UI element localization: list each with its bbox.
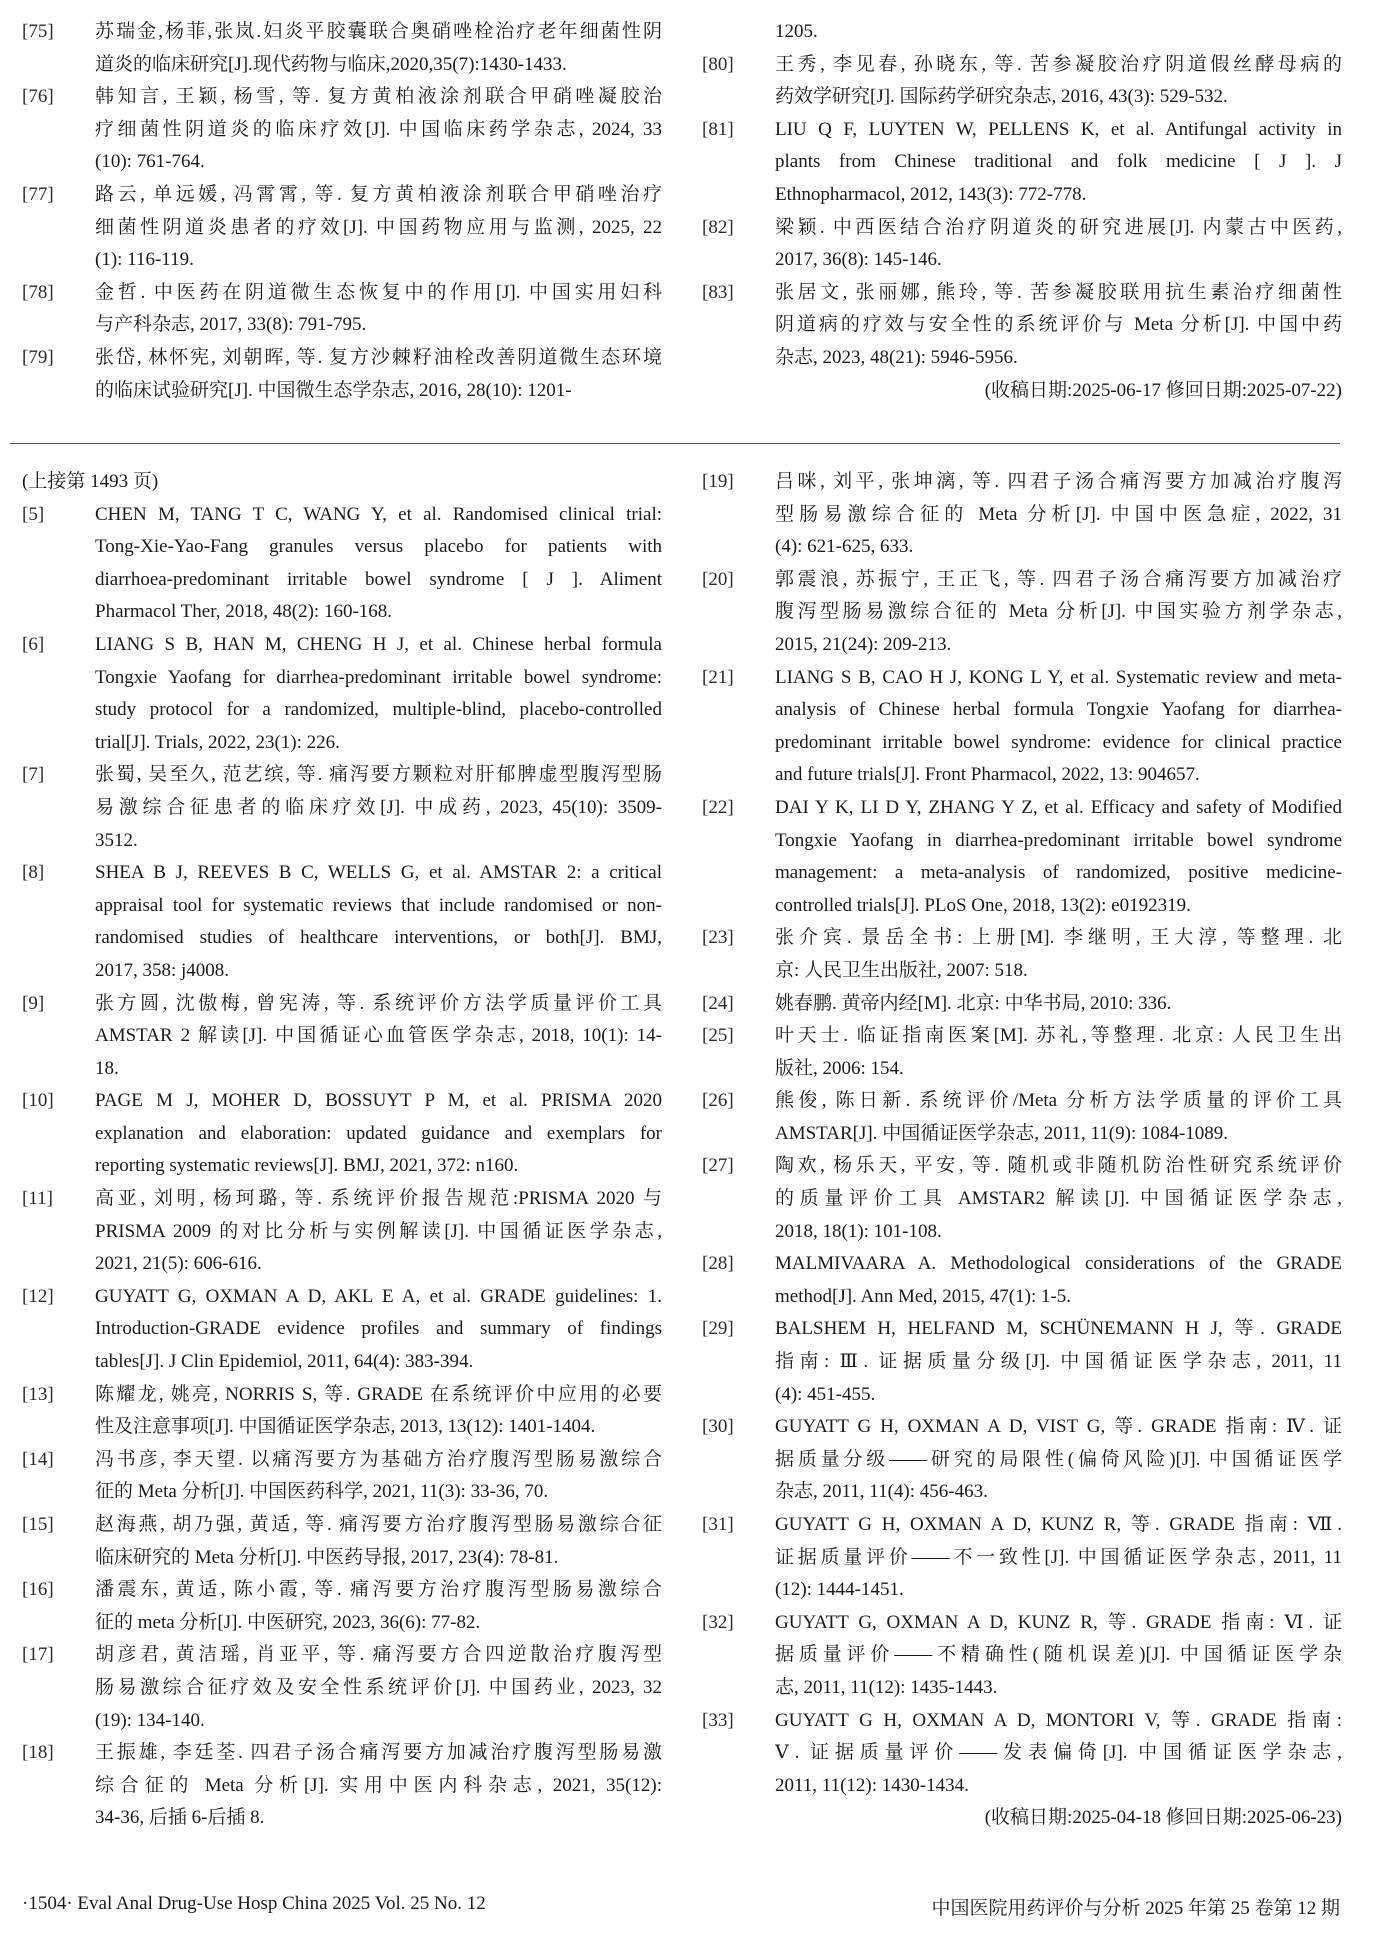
reference-entry bbox=[702, 922, 1342, 987]
reference-line: 指南: Ⅲ. 证据质量分级[J]. 中国循证医学杂志, 2011, 11 bbox=[775, 1351, 1342, 1373]
reference-line: 陈耀龙, 姚亮, NORRIS S, 等. GRADE 在系统评价中应用的必要 bbox=[95, 1383, 662, 1405]
reference-line: 2018, 18(1): 101-108. bbox=[775, 1220, 942, 1242]
continued-from-page-label: (上接第 1493 页) bbox=[22, 471, 159, 492]
reference-line: 王秀, 李见春, 孙晓东, 等. 苦参凝胶治疗阴道假丝酵母病的 bbox=[775, 53, 1342, 75]
reference-number: [11] bbox=[22, 1188, 53, 1210]
reference-number: [78] bbox=[22, 281, 54, 303]
reference-number: [18] bbox=[22, 1742, 54, 1764]
reference-line: 性及注意事项[J]. 中国循证医学杂志, 2013, 13(12): 1401-1404. bbox=[95, 1416, 596, 1438]
reference-line: 志, 2011, 11(12): 1435-1443. bbox=[775, 1676, 998, 1698]
reference-line: 苏瑞金,杨菲,张岚.妇炎平胶囊联合奥硝唑栓治疗老年细菌性阴 bbox=[95, 21, 662, 42]
reference-entry bbox=[702, 1085, 1342, 1150]
reference-line: 高亚, 刘明, 杨珂璐, 等. 系统评价报告规范:PRISMA 2020 与 bbox=[95, 1188, 662, 1210]
reference-line: controlled trials[J]. PLoS One, 2018, 13(2): e0192319. bbox=[775, 894, 1191, 916]
reference-entry bbox=[22, 1183, 662, 1281]
reference-line: 细菌性阴道炎患者的疗效[J]. 中国药物应用与监测, 2025, 22 bbox=[95, 216, 662, 238]
reference-number: [6] bbox=[22, 633, 45, 655]
reference-line: MALMIVAARA A. Methodological considerations of the GRADE bbox=[775, 1253, 1342, 1275]
reference-number: [29] bbox=[702, 1318, 734, 1340]
reference-line: CHEN M, TANG T C, WANG Y, et al. Randomised clinical trial: bbox=[95, 503, 662, 525]
reference-line: 张方圆, 沈傲梅, 曾宪涛, 等. 系统评价方法学质量评价工具 bbox=[95, 992, 662, 1014]
reference-line: Tongxie Yaofang in diarrhea-predominant irritable bowel syndrome bbox=[775, 829, 1342, 851]
reference-line: 据质量分级——研究的局限性(偏倚风险)[J]. 中国循证医学 bbox=[775, 1448, 1342, 1470]
reference-entry bbox=[22, 499, 662, 629]
reference-entry bbox=[22, 1085, 662, 1183]
reference-number: [22] bbox=[702, 796, 734, 818]
reference-entry bbox=[702, 1248, 1342, 1313]
reference-entry bbox=[22, 1574, 662, 1639]
reference-entry bbox=[702, 1509, 1342, 1607]
reference-line: 杂志, 2011, 11(4): 456-463. bbox=[775, 1481, 988, 1503]
reference-line: 证据质量评价——不一致性[J]. 中国循证医学杂志, 2011, 11 bbox=[775, 1546, 1342, 1568]
reference-line: 2017, 36(8): 145-146. bbox=[775, 249, 942, 271]
reference-line: 王振雄, 李廷荃. 四君子汤合痛泻要方加减治疗腹泻型肠易激 bbox=[95, 1742, 662, 1764]
footer-journal-citation: ·1504· Eval Anal Drug-Use Hosp China 2025 Vol. 25 No. 12 bbox=[22, 1893, 486, 1914]
reference-number: [25] bbox=[702, 1025, 734, 1047]
reference-line: 梁颖. 中西医结合治疗阴道炎的研究进展[J]. 内蒙古中医药, bbox=[775, 216, 1342, 238]
reference-entry bbox=[22, 81, 662, 179]
reference-number: [27] bbox=[702, 1155, 734, 1177]
reference-line: 姚春鹏. 黄帝内经[M]. 北京: 中华书局, 2010: 336. bbox=[775, 992, 1172, 1014]
reference-number: [21] bbox=[702, 666, 734, 688]
reference-line: Introduction-GRADE evidence profiles and summary of findings bbox=[95, 1318, 662, 1340]
reference-line: study protocol for a randomized, multiple-blind, placebo-controlled bbox=[95, 699, 662, 721]
reference-entry bbox=[702, 662, 1342, 792]
reference-number: [79] bbox=[22, 346, 54, 368]
reference-line: 疗细菌性阴道炎的临床疗效[J]. 中国临床药学杂志, 2024, 33 bbox=[95, 118, 662, 140]
reference-line: 腹泻型肠易激综合征的 Meta 分析[J]. 中国实验方剂学杂志, bbox=[775, 601, 1342, 623]
reference-line: 2015, 21(24): 209-213. bbox=[775, 633, 952, 655]
reference-line: 版社, 2006: 154. bbox=[775, 1057, 904, 1079]
reference-entry bbox=[702, 988, 1342, 1021]
reference-entry bbox=[702, 1020, 1342, 1085]
reference-line: 3512. bbox=[95, 829, 138, 851]
reference-line: 据质量评价——不精确性(随机误差)[J]. 中国循证医学杂 bbox=[775, 1644, 1342, 1666]
reference-line: GUYATT G H, OXMAN A D, KUNZ R, 等. GRADE 指南: Ⅶ. bbox=[775, 1514, 1342, 1535]
reference-line: LIANG S B, CAO H J, KONG L Y, et al. Systematic review and meta- bbox=[775, 666, 1342, 688]
reference-number: [24] bbox=[702, 992, 734, 1014]
reference-number: [80] bbox=[702, 53, 734, 75]
reference-entry bbox=[22, 1281, 662, 1379]
reference-line: reporting systematic reviews[J]. BMJ, 2021, 372: n160. bbox=[95, 1155, 519, 1177]
reference-line: 韩知言, 王颖, 杨雪, 等. 复方黄柏液涂剂联合甲硝唑凝胶治 bbox=[95, 86, 662, 108]
reference-entry bbox=[702, 49, 1342, 114]
reference-entry bbox=[702, 1313, 1342, 1411]
reference-number: [77] bbox=[22, 183, 54, 205]
reference-line: 张岱, 林怀宪, 刘朝晖, 等. 复方沙棘籽油栓改善阴道微生态环境 bbox=[95, 346, 662, 368]
reference-line: 赵海燕, 胡乃强, 黄适, 等. 痛泻要方治疗腹泻型肠易激综合征 bbox=[95, 1514, 662, 1535]
reference-number: [30] bbox=[702, 1416, 734, 1438]
reference-entry bbox=[702, 1411, 1342, 1509]
reference-line: diarrhoea-predominant irritable bowel syndrome [ J ]. Aliment bbox=[95, 568, 662, 590]
footer-journal-title: 中国医院用药评价与分析 2025 年第 25 卷第 12 期 bbox=[931, 1898, 1340, 1919]
reference-line: Tongxie Yaofang for diarrhea-predominant irritable bowel syndrome: bbox=[95, 666, 662, 688]
reference-line: (1): 116-119. bbox=[95, 249, 194, 271]
reference-line: 肠易激综合征疗效及安全性系统评价[J]. 中国药业, 2023, 32 bbox=[95, 1676, 662, 1698]
reference-line: 张居文, 张丽娜, 熊玲, 等. 苦参凝胶联用抗生素治疗细菌性 bbox=[775, 281, 1342, 303]
reference-number: [23] bbox=[702, 927, 734, 949]
reference-line: (4): 621-625, 633. bbox=[775, 536, 914, 558]
reference-number: [31] bbox=[702, 1514, 734, 1535]
reference-number: [19] bbox=[702, 471, 734, 492]
reference-line: 潘震东, 黄适, 陈小霞, 等. 痛泻要方治疗腹泻型肠易激综合 bbox=[95, 1579, 662, 1601]
reference-line: GUYATT G, OXMAN A D, KUNZ R, 等. GRADE 指南: Ⅵ. 证 bbox=[775, 1611, 1342, 1633]
reference-line: 34-36, 后插 6-后插 8. bbox=[95, 1807, 265, 1829]
reference-entry bbox=[702, 114, 1342, 212]
reference-entry bbox=[702, 212, 1342, 277]
reference-line: 2011, 11(12): 1430-1434. bbox=[775, 1774, 969, 1796]
reference-line: 2021, 21(5): 606-616. bbox=[95, 1253, 262, 1275]
section-divider bbox=[10, 443, 1340, 444]
reference-number: [16] bbox=[22, 1579, 54, 1601]
reference-line: 金哲. 中医药在阴道微生态恢复中的作用[J]. 中国实用妇科 bbox=[95, 281, 662, 303]
reference-entry bbox=[702, 1607, 1342, 1705]
reference-line: 药效学研究[J]. 国际药学研究杂志, 2016, 43(3): 529-532. bbox=[775, 86, 1228, 108]
reference-line: PAGE M J, MOHER D, BOSSUYT P M, et al. PRISMA 2020 bbox=[95, 1090, 662, 1112]
reference-line: 熊俊, 陈日新. 系统评价/Meta 分析方法学质量的评价工具 bbox=[775, 1090, 1342, 1112]
reference-line: 吕咪, 刘平, 张坤漓, 等. 四君子汤合痛泻要方加减治疗腹泻 bbox=[775, 471, 1342, 492]
reference-line: 冯书彦, 李天望. 以痛泻要方为基础方治疗腹泻型肠易激综合 bbox=[95, 1448, 662, 1470]
reference-line: 征的 Meta 分析[J]. 中国医药科学, 2021, 11(3): 33-36, 70. bbox=[95, 1481, 549, 1503]
reference-number: [75] bbox=[22, 21, 54, 42]
reference-entry bbox=[702, 792, 1342, 922]
reference-number: [12] bbox=[22, 1285, 54, 1307]
reference-line: 型肠易激综合征的 Meta 分析[J]. 中国中医急症, 2022, 31 bbox=[775, 503, 1342, 525]
reference-line: DAI Y K, LI D Y, ZHANG Y Z, et al. Efficacy and safety of Modified bbox=[775, 796, 1342, 818]
reference-line: predominant irritable bowel syndrome: evidence for clinical practice bbox=[775, 731, 1342, 753]
reference-entry bbox=[702, 564, 1342, 662]
reference-line: tables[J]. J Clin Epidemiol, 2011, 64(4): 383-394. bbox=[95, 1351, 474, 1373]
bottom-left-reference-column bbox=[22, 466, 662, 1835]
reference-entry bbox=[22, 1509, 662, 1574]
reference-line: LIU Q F, LUYTEN W, PELLENS K, et al. Antifungal activity in bbox=[775, 118, 1342, 140]
reference-line: Ethnopharmacol, 2012, 143(3): 772-778. bbox=[775, 183, 1087, 205]
reference-line: method[J]. Ann Med, 2015, 47(1): 1-5. bbox=[775, 1285, 1072, 1307]
reference-entry bbox=[702, 466, 1342, 564]
reference-entry bbox=[22, 179, 662, 277]
reference-line: 道炎的临床研究[J].现代药物与临床,2020,35(7):1430-1433. bbox=[95, 53, 567, 75]
reference-number: [17] bbox=[22, 1644, 54, 1666]
reference-number: [28] bbox=[702, 1253, 734, 1275]
reference-number: [10] bbox=[22, 1090, 54, 1112]
top-left-reference-column bbox=[22, 16, 662, 407]
reference-line: (12): 1444-1451. bbox=[775, 1579, 904, 1601]
reference-number: [81] bbox=[702, 118, 734, 140]
reference-line: 京: 人民卫生出版社, 2007: 518. bbox=[775, 959, 1028, 981]
reference-entry bbox=[22, 1444, 662, 1509]
reference-number: [9] bbox=[22, 992, 45, 1014]
reference-line: 的质量评价工具 AMSTAR2 解读[J]. 中国循证医学杂志, bbox=[775, 1188, 1342, 1210]
reference-line: 与产科杂志, 2017, 33(8): 791-795. bbox=[95, 314, 367, 336]
reference-number: [7] bbox=[22, 764, 45, 786]
reference-line: BALSHEM H, HELFAND M, SCHÜNEMANN H J, 等. GRADE bbox=[775, 1318, 1342, 1340]
reference-line: GUYATT G H, OXMAN A D, VIST G, 等. GRADE 指南: Ⅳ. 证 bbox=[775, 1416, 1342, 1438]
reference-line: LIANG S B, HAN M, CHENG H J, et al. Chinese herbal formula bbox=[95, 633, 662, 655]
reference-line: PRISMA 2009 的对比分析与实例解读[J]. 中国循证医学杂志, bbox=[95, 1220, 662, 1242]
reference-line: randomised studies of healthcare interventions, or both[J]. BMJ, bbox=[95, 927, 662, 949]
reference-line: GUYATT G, OXMAN A D, AKL E A, et al. GRADE guidelines: 1. bbox=[95, 1285, 662, 1307]
reference-line: AMSTAR 2 解读[J]. 中国循证心血管医学杂志, 2018, 10(1): 14- bbox=[95, 1025, 662, 1047]
reference-entry bbox=[22, 857, 662, 987]
reference-entry bbox=[22, 1737, 662, 1835]
reference-line: 郭震浪, 苏振宁, 王正飞, 等. 四君子汤合痛泻要方加减治疗 bbox=[775, 568, 1342, 590]
reference-entry bbox=[22, 988, 662, 1086]
reference-number: [76] bbox=[22, 86, 54, 108]
reference-number: [14] bbox=[22, 1448, 54, 1470]
received-revised-dates: (收稿日期:2025-04-18 修回日期:2025-06-23) bbox=[984, 1807, 1342, 1829]
reference-number: [8] bbox=[22, 862, 45, 884]
reference-entry bbox=[702, 1150, 1342, 1248]
top-right-reference-column bbox=[702, 16, 1342, 407]
reference-entry bbox=[22, 1639, 662, 1737]
continued-reference-text: 1205. bbox=[775, 21, 818, 42]
reference-line: Pharmacol Ther, 2018, 48(2): 160-168. bbox=[95, 601, 393, 623]
reference-line: Ⅴ. 证据质量评价——发表偏倚[J]. 中国循证医学杂志, bbox=[775, 1742, 1342, 1764]
reference-line: AMSTAR[J]. 中国循证医学杂志, 2011, 11(9): 1084-1089. bbox=[775, 1122, 1229, 1144]
reference-number: [83] bbox=[702, 281, 734, 303]
reference-number: [5] bbox=[22, 503, 45, 525]
reference-line: 张蜀, 吴至久, 范艺缤, 等. 痛泻要方颗粒对肝郁脾虚型腹泻型肠 bbox=[95, 764, 662, 786]
reference-entry bbox=[702, 277, 1342, 375]
reference-line: 的临床试验研究[J]. 中国微生态学杂志, 2016, 28(10): 1201- bbox=[95, 379, 572, 401]
reference-line: (4): 451-455. bbox=[775, 1383, 876, 1405]
reference-entry bbox=[702, 1705, 1342, 1803]
reference-line: Tong-Xie-Yao-Fang granules versus placebo for patients with bbox=[95, 536, 662, 558]
reference-line: 胡彦君, 黄洁瑶, 肖亚平, 等. 痛泻要方合四逆散治疗腹泻型 bbox=[95, 1644, 662, 1666]
reference-entry bbox=[22, 759, 662, 857]
reference-line: SHEA B J, REEVES B C, WELLS G, et al. AMSTAR 2: a critical bbox=[95, 862, 662, 884]
reference-line: plants from Chinese traditional and folk medicine [ J ]. J bbox=[775, 151, 1342, 173]
reference-line: analysis of Chinese herbal formula Tongxie Yaofang for diarrhea- bbox=[775, 699, 1342, 721]
reference-number: [15] bbox=[22, 1514, 54, 1535]
reference-line: 临床研究的 Meta 分析[J]. 中医药导报, 2017, 23(4): 78-81. bbox=[95, 1546, 559, 1568]
reference-line: (19): 134-140. bbox=[95, 1709, 205, 1731]
reference-number: [33] bbox=[702, 1709, 734, 1731]
reference-entry bbox=[22, 16, 662, 81]
reference-line: 阴道病的疗效与安全性的系统评价与 Meta 分析[J]. 中国中药 bbox=[775, 314, 1342, 336]
reference-line: and future trials[J]. Front Pharmacol, 2022, 13: 904657. bbox=[775, 764, 1200, 786]
reference-line: GUYATT G H, OXMAN A D, MONTORI V, 等. GRADE 指南: bbox=[775, 1709, 1342, 1731]
reference-line: 张介宾. 景岳全书: 上册[M]. 李继明, 王大淳, 等整理. 北 bbox=[775, 927, 1342, 949]
reference-line: 征的 meta 分析[J]. 中医研究, 2023, 36(6): 77-82. bbox=[95, 1611, 481, 1633]
received-revised-dates: (收稿日期:2025-06-17 修回日期:2025-07-22) bbox=[984, 379, 1342, 401]
reference-line: 陶欢, 杨乐天, 平安, 等. 随机或非随机防治性研究系统评价 bbox=[775, 1155, 1342, 1177]
reference-entry bbox=[22, 629, 662, 759]
reference-entry bbox=[22, 277, 662, 342]
reference-line: 18. bbox=[95, 1057, 119, 1079]
reference-number: [32] bbox=[702, 1611, 734, 1633]
reference-number: [13] bbox=[22, 1383, 54, 1405]
reference-line: 路云, 单远媛, 冯霄霄, 等. 复方黄柏液涂剂联合甲硝唑治疗 bbox=[95, 183, 662, 205]
reference-line: explanation and elaboration: updated guidance and exemplars for bbox=[95, 1122, 662, 1144]
reference-number: [82] bbox=[702, 216, 734, 238]
bottom-right-reference-column bbox=[702, 466, 1342, 1835]
reference-entry bbox=[22, 342, 662, 407]
reference-entry bbox=[22, 1379, 662, 1444]
reference-line: 易激综合征患者的临床疗效[J]. 中成药, 2023, 45(10): 3509- bbox=[95, 796, 662, 818]
reference-line: appraisal tool for systematic reviews that include randomised or non- bbox=[95, 894, 662, 916]
reference-line: management: a meta-analysis of randomized, positive medicine- bbox=[775, 862, 1342, 884]
reference-number: [20] bbox=[702, 568, 734, 590]
reference-line: trial[J]. Trials, 2022, 23(1): 226. bbox=[95, 731, 340, 753]
reference-line: 2017, 358: j4008. bbox=[95, 959, 230, 981]
reference-line: 杂志, 2023, 48(21): 5946-5956. bbox=[775, 346, 1018, 368]
reference-line: (10): 761-764. bbox=[95, 151, 205, 173]
reference-line: 叶天士. 临证指南医案[M]. 苏礼,等整理. 北京: 人民卫生出 bbox=[775, 1025, 1342, 1047]
reference-line: 综合征的 Meta 分析[J]. 实用中医内科杂志, 2021, 35(12): bbox=[95, 1774, 662, 1796]
reference-number: [26] bbox=[702, 1090, 734, 1112]
